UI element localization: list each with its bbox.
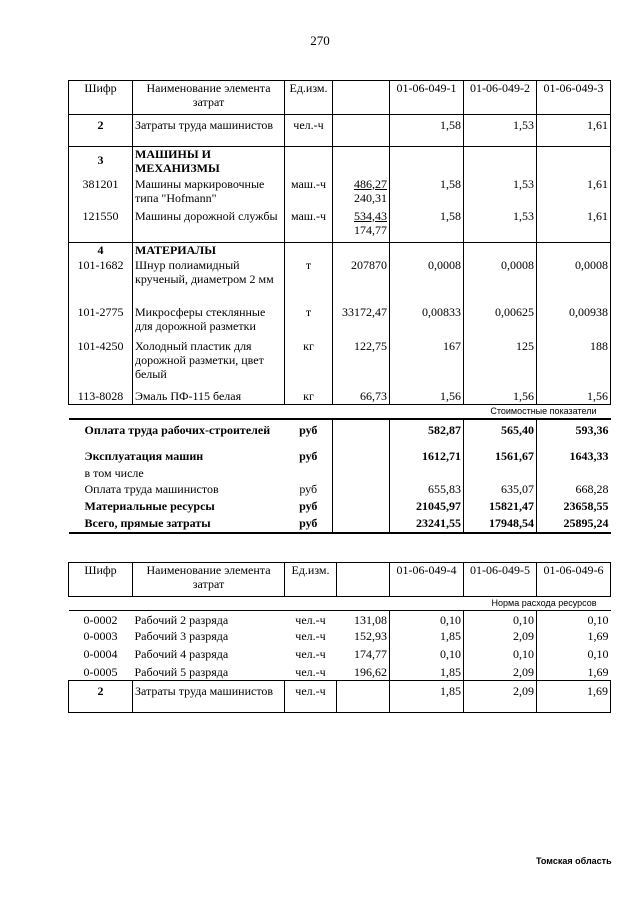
- cell-unit: кг: [285, 339, 333, 387]
- section-row: [69, 147, 611, 177]
- cell-name: Рабочий 3 разряда: [134, 628, 229, 643]
- cell-value: 2,09: [464, 665, 537, 681]
- norm-caption: Норма расхода ресурсов: [69, 597, 611, 611]
- summary-value: 565,40: [464, 419, 537, 449]
- cell-value: 1,58: [390, 177, 464, 209]
- cell-name: Рабочий 2 разряда: [134, 613, 229, 627]
- summary-value: 655,83: [390, 482, 464, 499]
- cell-code: 113-8028: [69, 387, 133, 405]
- cell-code: 2: [69, 115, 133, 147]
- cell-code: 0-0005: [83, 664, 118, 679]
- summary-value: 17948,54: [464, 516, 537, 533]
- summary-name: Оплата труда машинистов: [84, 481, 219, 496]
- header-unit: Ед.изм.: [285, 563, 337, 597]
- summary-value: 668,28: [575, 481, 609, 496]
- cell-value: 1,69: [587, 628, 609, 643]
- summary-value: 21045,97: [390, 499, 464, 516]
- cell-value: 0,10: [587, 613, 609, 627]
- price-bottom: 240,31: [354, 190, 387, 205]
- cell-unit: чел.-ч: [295, 613, 326, 627]
- table-row: [69, 115, 611, 147]
- cell-value: 0,10: [587, 646, 609, 661]
- cell-value: 0,10: [390, 647, 464, 665]
- header-name: Наименование элемента затрат: [133, 81, 285, 115]
- cell-value: 0,0008: [464, 258, 537, 305]
- page-number: 270: [310, 33, 330, 48]
- cell-value: 1,53: [464, 209, 537, 243]
- header-col: 01-06-049-3: [537, 81, 611, 115]
- cell-value: 1,69: [587, 664, 609, 679]
- cell-value: 1,53: [464, 177, 537, 209]
- caption-row: [69, 597, 611, 611]
- header-col: 01-06-049-5: [464, 563, 537, 597]
- summary-row: [69, 482, 611, 499]
- summary-unit: руб: [299, 481, 318, 496]
- cell-value: 1,56: [537, 387, 611, 405]
- header-name: Наименование элемента затрат: [133, 563, 285, 597]
- resource-table-1: [68, 80, 611, 534]
- cell-value: 0,00625: [464, 305, 537, 339]
- table-row: [69, 387, 611, 405]
- cell-unit: чел.-ч: [285, 681, 337, 713]
- header-code: Шифр: [69, 563, 133, 597]
- cell-unit: чел.-ч: [295, 646, 326, 661]
- header-col: 01-06-049-6: [537, 563, 611, 597]
- table-row: [69, 339, 611, 387]
- header-col: 01-06-049-1: [390, 81, 464, 115]
- summary-row: [69, 419, 611, 449]
- cell-value: 1,58: [390, 209, 464, 243]
- cell-value: 1,69: [537, 681, 611, 713]
- cell-price: [337, 681, 390, 713]
- section-row: [69, 243, 611, 258]
- cell-name: Затраты труда машинистов: [133, 681, 285, 713]
- cell-price: [333, 177, 390, 209]
- summary-value: 582,87: [390, 419, 464, 449]
- cell-value: 1,85: [390, 665, 464, 681]
- cell-code: 0-0002: [83, 613, 118, 627]
- cell-value: 1,61: [537, 209, 611, 243]
- cell-code: 381201: [69, 177, 133, 209]
- cell-value: 1,85: [390, 629, 464, 647]
- table-row: [69, 681, 611, 713]
- cell-unit: маш.-ч: [285, 177, 333, 209]
- summary-row: [69, 466, 611, 482]
- resource-table-2: [68, 562, 611, 713]
- cell-unit: т: [285, 305, 333, 339]
- cell-price: 66,73: [333, 387, 390, 405]
- cell-price: [333, 209, 390, 243]
- table-row: [69, 665, 611, 681]
- cell-unit: чел.-ч: [295, 628, 326, 643]
- summary-unit: руб: [299, 448, 318, 463]
- cell-name: Эмаль ПФ-115 белая: [133, 387, 285, 405]
- cell-code: 121550: [69, 209, 133, 243]
- caption-row: [69, 405, 611, 419]
- cell-value: 188: [537, 339, 611, 387]
- section-title: МАТЕРИАЛЫ: [133, 243, 285, 258]
- header-col: 01-06-049-2: [464, 81, 537, 115]
- summary-unit: руб: [285, 516, 333, 533]
- cell-value: 167: [390, 339, 464, 387]
- summary-row: [69, 449, 611, 466]
- cell-value: 2,09: [464, 681, 537, 713]
- cell-value: 0,10: [464, 611, 537, 629]
- summary-name: Материальные ресурсы: [84, 498, 215, 513]
- cell-name: Машины дорожной службы: [133, 209, 285, 243]
- section-title: МАШИНЫ И МЕХАНИЗМЫ: [133, 147, 285, 177]
- section-code: 3: [69, 147, 133, 177]
- summary-unit: руб: [285, 419, 333, 449]
- summary-value: 635,07: [464, 482, 537, 499]
- header-unit: Ед.изм.: [285, 81, 333, 115]
- cell-value: 1,58: [390, 115, 464, 147]
- summary-value: 1561,67: [464, 449, 537, 466]
- cell-price: 174,77: [337, 647, 390, 665]
- cell-value: 1,85: [390, 681, 464, 713]
- cell-name: Затраты труда машинистов: [133, 115, 285, 147]
- cell-value: 1,61: [537, 115, 611, 147]
- summary-name: Оплата труда рабочих-строителей: [69, 419, 285, 449]
- table-row: [69, 305, 611, 339]
- cell-value: 125: [464, 339, 537, 387]
- cell-name: Микросферы стеклянные для дорожной разметки: [133, 305, 285, 339]
- cell-value: 0,0008: [390, 258, 464, 305]
- summary-name: Всего, прямые затраты: [69, 516, 285, 533]
- cell-name: Рабочий 4 разряда: [134, 646, 229, 661]
- price-top: 486,27: [354, 176, 387, 191]
- table-row: [69, 209, 611, 243]
- cell-value: 1,56: [464, 387, 537, 405]
- cell-unit: т: [285, 258, 333, 305]
- cell-price: 33172,47: [333, 305, 390, 339]
- cell-price: 122,75: [333, 339, 390, 387]
- table-header-row: [69, 563, 611, 597]
- cell-name: Рабочий 5 разряда: [134, 664, 229, 679]
- summary-value: 1612,71: [390, 449, 464, 466]
- cell-price: 207870: [333, 258, 390, 305]
- cell-value: 1,61: [537, 177, 611, 209]
- cell-code: 0-0003: [83, 628, 118, 643]
- summary-name: в том числе: [84, 465, 144, 480]
- summary-row: [69, 516, 611, 533]
- summary-unit: руб: [299, 498, 318, 513]
- price-bottom: 174,77: [354, 222, 387, 237]
- section-code: 4: [69, 243, 133, 258]
- cell-price: 131,08: [337, 611, 390, 629]
- header-price: [333, 81, 390, 115]
- summary-name: Эксплуатация машин: [84, 448, 204, 463]
- cell-value: 0,10: [390, 611, 464, 629]
- cell-code: 2: [69, 681, 133, 713]
- header-code: Шифр: [69, 81, 133, 115]
- cell-value: 0,00833: [390, 305, 464, 339]
- footer-region: Томская область: [536, 856, 612, 866]
- cell-price: 152,93: [337, 629, 390, 647]
- cell-unit: чел.-ч: [285, 115, 333, 147]
- cell-value: 1,53: [464, 115, 537, 147]
- cell-name: Шнур полиамидный крученый, диаметром 2 мм: [133, 258, 285, 305]
- cell-value: 0,10: [464, 647, 537, 665]
- cell-name: Машины маркировочные типа "Hofmann": [133, 177, 285, 209]
- cell-code: 0-0004: [83, 646, 118, 661]
- cell-code: 101-2775: [69, 305, 133, 339]
- cost-caption: Стоимостные показатели: [490, 406, 597, 416]
- summary-row: [69, 499, 611, 516]
- cell-price: [333, 115, 390, 147]
- summary-value: 1643,33: [569, 448, 609, 463]
- price-top: 534,43: [354, 208, 387, 223]
- table-row: [69, 647, 611, 665]
- cell-value: 0,00938: [537, 305, 611, 339]
- cell-value: 0,0008: [537, 258, 611, 305]
- table-row: [69, 629, 611, 647]
- cell-price: 196,62: [337, 665, 390, 681]
- cell-unit: чел.-ч: [295, 664, 326, 679]
- summary-value: 23241,55: [390, 516, 464, 533]
- table-row: [69, 611, 611, 629]
- cell-value: 2,09: [464, 629, 537, 647]
- summary-value: 25895,24: [537, 516, 611, 533]
- cell-unit: маш.-ч: [285, 209, 333, 243]
- header-col: 01-06-049-4: [390, 563, 464, 597]
- cell-value: 1,56: [390, 387, 464, 405]
- cell-code: 101-4250: [69, 339, 133, 387]
- cell-code: 101-1682: [69, 258, 133, 305]
- summary-value: 593,36: [537, 419, 611, 449]
- cell-unit: кг: [285, 387, 333, 405]
- summary-value: 23658,55: [563, 498, 609, 513]
- table-row: [69, 177, 611, 209]
- header-price: [337, 563, 390, 597]
- summary-value: 15821,47: [464, 499, 537, 516]
- table-row: [69, 258, 611, 305]
- cell-name: Холодный пластик для дорожной разметки, цвет белый: [133, 339, 285, 387]
- table-header-row: [69, 81, 611, 115]
